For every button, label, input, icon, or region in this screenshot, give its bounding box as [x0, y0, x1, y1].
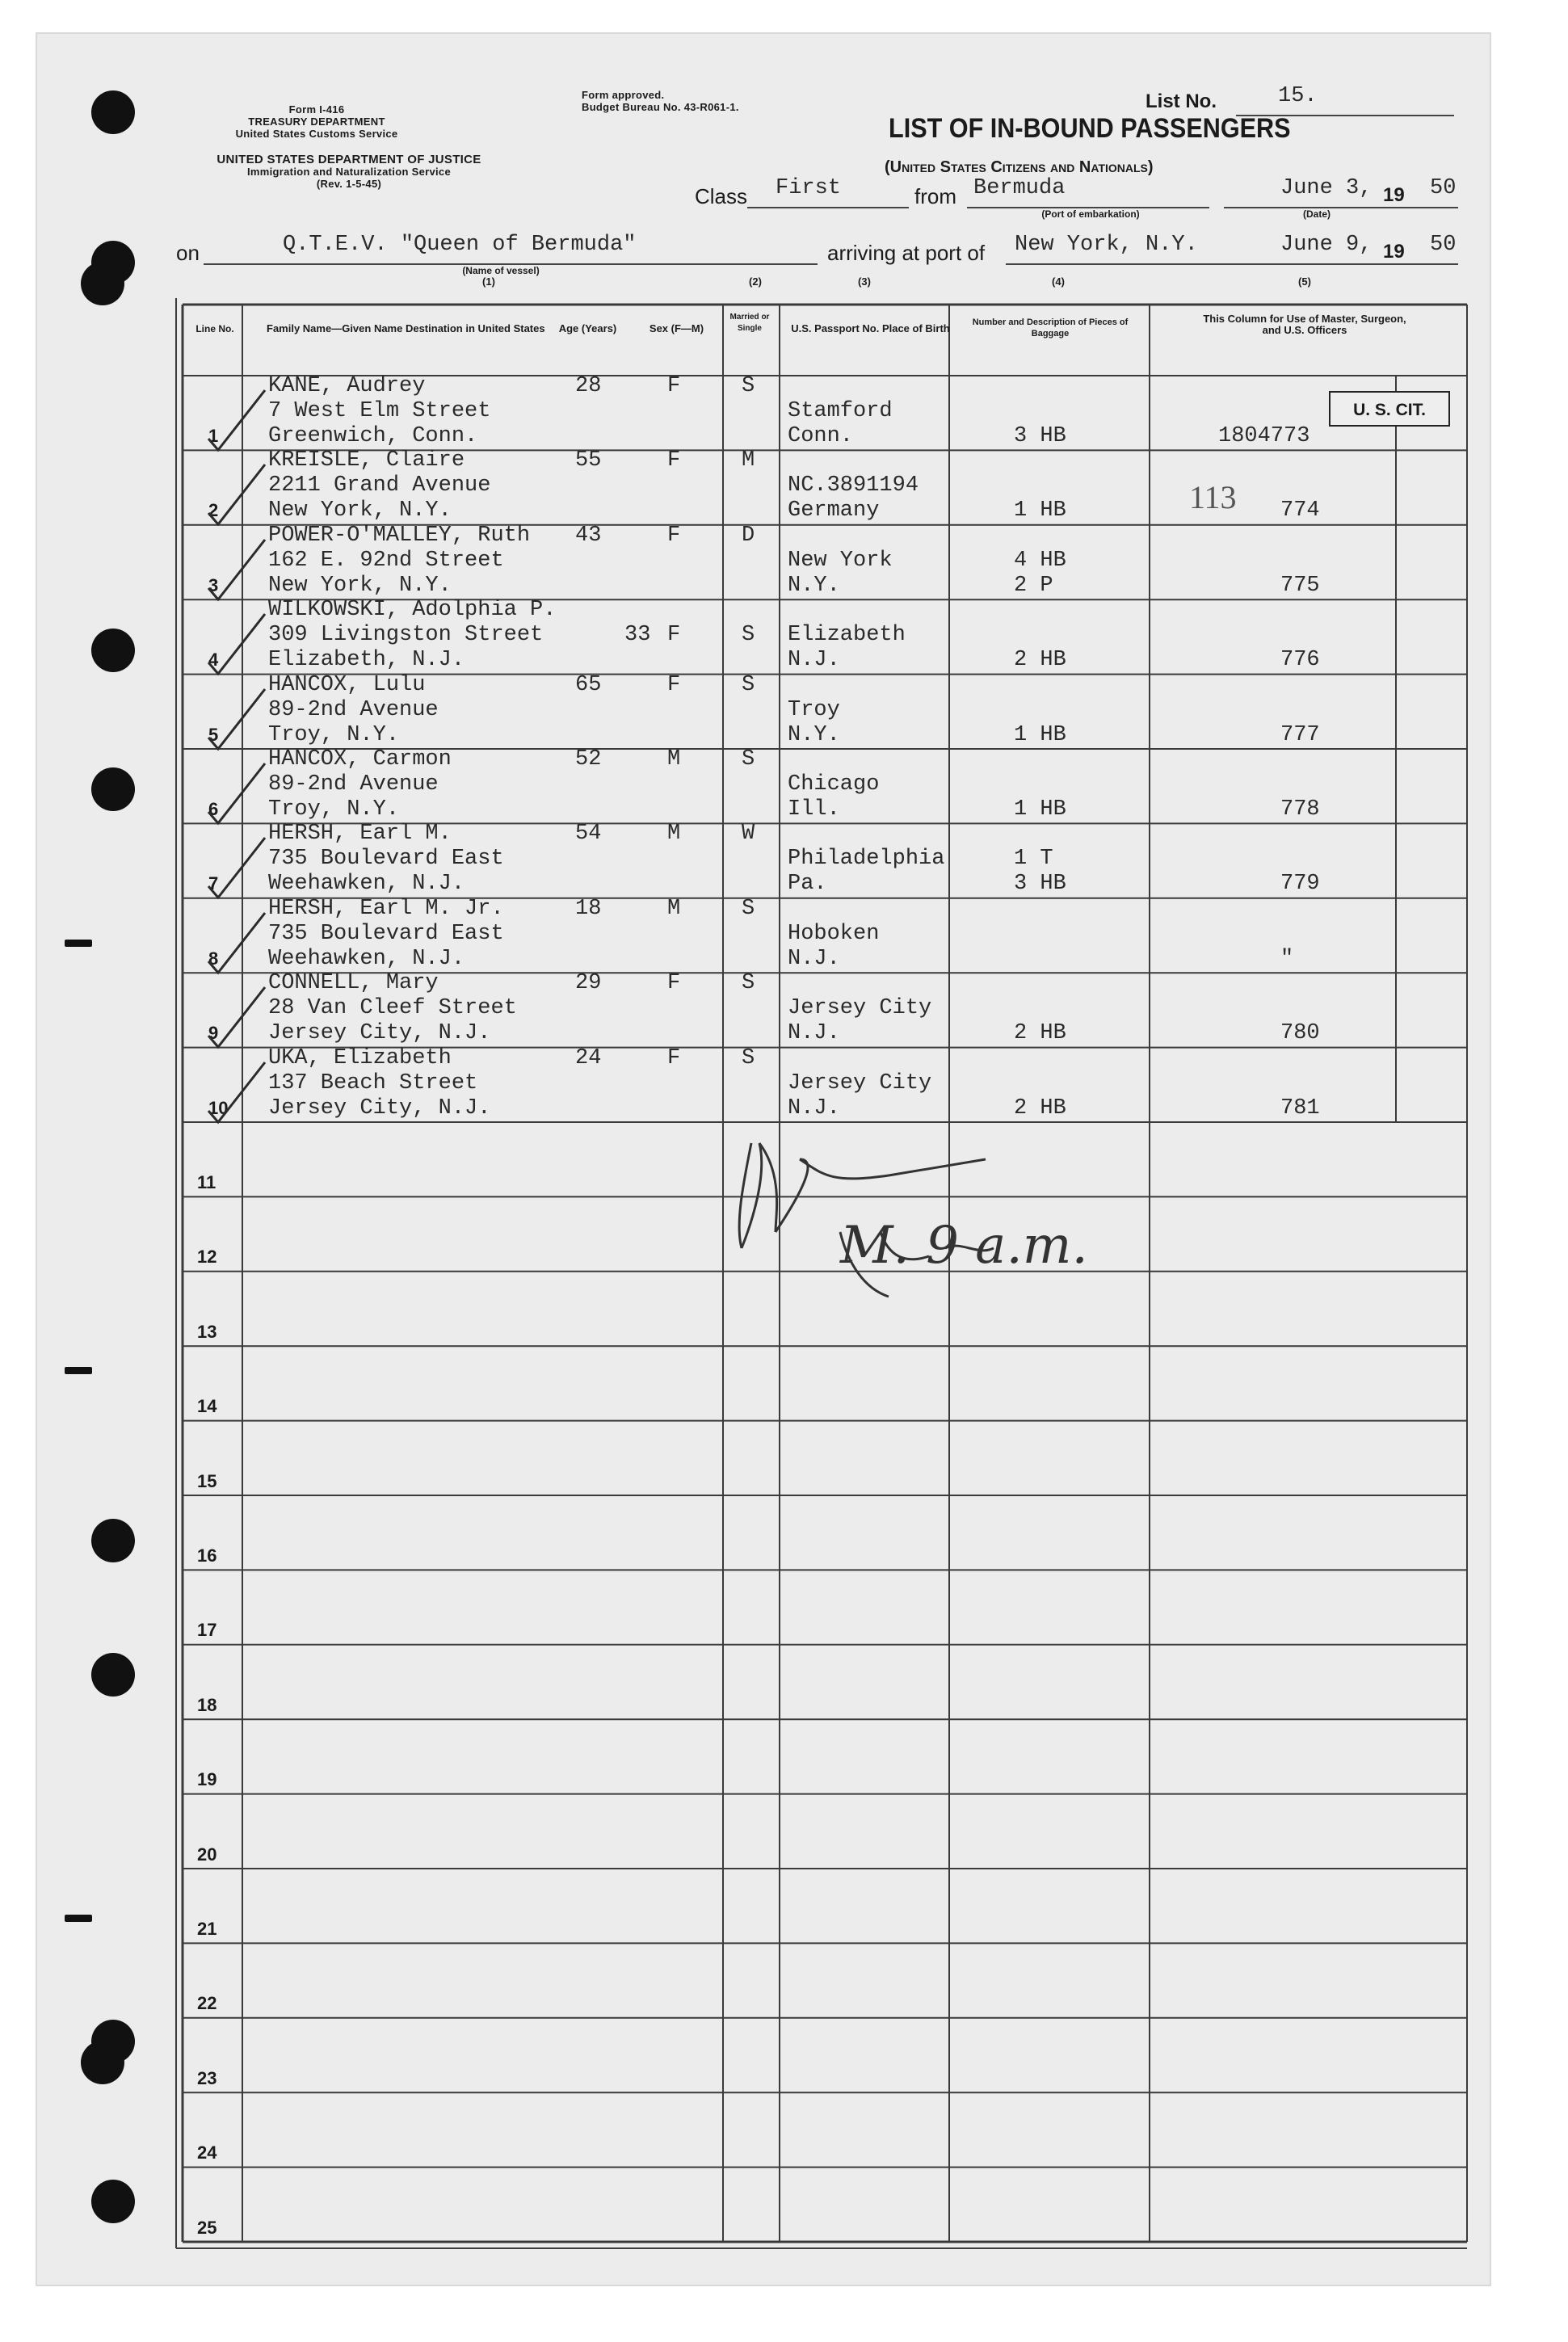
marital-status: W [742, 822, 755, 847]
baggage: 1 HB [1014, 722, 1066, 747]
birthplace: N.J. [788, 1095, 840, 1121]
form-title: LIST OF IN-BOUND PASSENGERS [889, 113, 1291, 144]
check-mark-icon [202, 458, 267, 531]
destination-city: Weehawken, N.J. [268, 872, 465, 897]
marital-status: S [742, 1045, 755, 1070]
line-number: 13 [197, 1321, 217, 1342]
destination-street: 137 Beach Street [268, 1070, 478, 1095]
marital-status: S [742, 896, 755, 921]
line-number: 18 [197, 1694, 217, 1715]
passenger-sex: F [667, 523, 681, 548]
line-number: 25 [197, 2217, 217, 2238]
passenger-name: HANCOX, Carmon [268, 747, 452, 772]
baggage: 2 HB [1014, 1095, 1066, 1121]
destination-city: Greenwich, Conn. [268, 424, 478, 448]
officer-number: 780 [1280, 1021, 1320, 1046]
passenger-name: POWER-O'MALLEY, Ruth [268, 523, 531, 548]
baggage-line-2: 2 P [1014, 573, 1053, 598]
birthplace: Conn. [788, 424, 854, 448]
line-number: 9 [208, 1023, 219, 1044]
check-mark-icon [202, 384, 267, 456]
destination-city: Jersey City, N.J. [268, 1095, 491, 1121]
baggage: 1 HB [1014, 498, 1066, 523]
destination-city: Weehawken, N.J. [268, 946, 465, 971]
passport-or-birthplace: New York [788, 548, 893, 573]
officer-number: 781 [1280, 1095, 1320, 1121]
birthplace: N.J. [788, 1021, 840, 1046]
header-name: Family Name—Given Name Destination in United States [267, 322, 545, 334]
destination-street: 2211 Grand Avenue [268, 473, 491, 498]
passport-or-birthplace: Troy [788, 697, 840, 722]
line-number: 20 [197, 1844, 217, 1865]
header-baggage: Number and Description of Pieces of Baggage [972, 317, 1129, 338]
line-number: 8 [208, 948, 219, 969]
check-mark-icon [202, 1056, 267, 1129]
check-mark-icon [202, 533, 267, 606]
col-number: (4) [1052, 275, 1065, 288]
baggage: 3 HB [1014, 424, 1066, 448]
passenger-sex: M [667, 822, 681, 847]
check-mark-icon [202, 683, 267, 755]
col-number: (5) [1298, 275, 1311, 288]
passenger-sex: F [667, 623, 681, 648]
line-number: 3 [208, 574, 219, 595]
header-passport: U.S. Passport No. Place of Birth [791, 322, 950, 334]
birthplace: N.Y. [788, 722, 840, 747]
header-line-no: Line No. [195, 323, 234, 334]
passport-or-birthplace: Jersey City [788, 1070, 932, 1095]
signature-time: M. 9 a.m. [840, 1216, 1088, 1276]
baggage-line-1: 1 T [1014, 847, 1053, 872]
passenger-name: KREISLE, Claire [268, 448, 465, 473]
date1-century: 19 [1383, 184, 1405, 206]
birthplace: N.Y. [788, 573, 840, 598]
passenger-sex: F [667, 971, 681, 996]
passport-or-birthplace: Elizabeth [788, 623, 906, 648]
us-citizen-stamp: U. S. CIT. [1329, 391, 1450, 427]
stamp-number-113: 113 [1189, 479, 1237, 515]
baggage: 2 HB [1014, 1021, 1066, 1046]
destination-street: 735 Boulevard East [268, 921, 504, 946]
check-mark-icon [202, 906, 267, 979]
passenger-sex: F [667, 374, 681, 398]
line-number: 6 [208, 799, 219, 819]
header-married: Married or Single [729, 313, 770, 333]
class-label: Class [695, 184, 748, 208]
baggage-line-2: 3 HB [1014, 872, 1066, 897]
check-mark-icon [202, 981, 267, 1053]
header-officers: This Column for Use of Master, Surgeon, and U.S. Officers [1203, 313, 1406, 336]
destination-city: New York, N.Y. [268, 573, 452, 598]
passport-or-birthplace: Jersey City [788, 996, 932, 1021]
from-label: from [914, 184, 956, 208]
date2-year: 50 [1430, 233, 1457, 257]
passenger-age: 33 [624, 623, 651, 648]
line-number: 4 [208, 650, 219, 671]
destination-city: Jersey City, N.J. [268, 1021, 491, 1046]
passport-or-birthplace: NC.3891194 [788, 473, 919, 498]
passenger-name: HERSH, Earl M. Jr. [268, 896, 504, 921]
line-number: 24 [197, 2142, 217, 2163]
list-no-value: 15. [1278, 84, 1318, 108]
passenger-age: 28 [575, 374, 602, 398]
line-number: 19 [197, 1769, 217, 1790]
col-number: (3) [858, 275, 871, 288]
passenger-sex: F [667, 448, 681, 473]
header-age: Age (Years) [558, 322, 617, 334]
passenger-name: KANE, Audrey [268, 374, 426, 398]
destination-city: Troy, N.Y. [268, 797, 400, 822]
birthplace: N.J. [788, 946, 840, 971]
line-number: 10 [208, 1097, 229, 1118]
line-number: 5 [208, 724, 219, 745]
passenger-age: 18 [575, 896, 602, 921]
customs-service: United States Customs Service [235, 128, 398, 140]
marital-status: S [742, 623, 755, 648]
check-mark-icon [202, 757, 267, 830]
budget-bureau: Budget Bureau No. 43-R061-1. [582, 101, 739, 113]
officer-number: 777 [1280, 722, 1320, 747]
passenger-name: CONNELL, Mary [268, 971, 439, 996]
birthplace: Pa. [788, 872, 827, 897]
line-number: 15 [197, 1470, 217, 1491]
marital-status: S [742, 374, 755, 398]
destination-street: 89-2nd Avenue [268, 772, 439, 797]
passenger-age: 29 [575, 971, 602, 996]
col-number: (2) [749, 275, 762, 288]
passenger-name: UKA, Elizabeth [268, 1045, 452, 1070]
passenger-age: 43 [575, 523, 602, 548]
passport-or-birthplace: Philadelphia [788, 847, 945, 872]
line-number: 23 [197, 2067, 217, 2088]
destination-city: Troy, N.Y. [268, 722, 400, 747]
justice-department: UNITED STATES DEPARTMENT OF JUSTICE [216, 153, 481, 166]
line-number: 1 [208, 426, 219, 446]
date1-year: 50 [1430, 176, 1457, 200]
passport-or-birthplace: Chicago [788, 772, 880, 797]
passenger-age: 52 [575, 747, 602, 772]
birthplace: Germany [788, 498, 880, 523]
officer-number: 776 [1280, 648, 1320, 673]
destination-street: 162 E. 92nd Street [268, 548, 504, 573]
check-mark-icon [202, 608, 267, 680]
passport-or-birthplace: Hoboken [788, 921, 880, 946]
line-number: 12 [197, 1247, 217, 1268]
date1-month: June 3, [1280, 176, 1373, 200]
passenger-name: HERSH, Earl M. [268, 822, 452, 847]
officer-number: 778 [1280, 797, 1320, 822]
form-number: Form I-416 [288, 103, 345, 116]
officer-number: " [1280, 946, 1294, 971]
birthplace: Ill. [788, 797, 840, 822]
passenger-name: WILKOWSKI, Adolphia P. [268, 598, 557, 623]
line-number: 11 [197, 1172, 216, 1192]
form-subtitle: (United States Citizens and Nationals) [885, 158, 1154, 176]
birthplace: N.J. [788, 648, 840, 673]
marital-status: S [742, 747, 755, 772]
line-number: 16 [197, 1545, 217, 1566]
marital-status: S [742, 672, 755, 697]
passenger-age: 65 [575, 672, 602, 697]
line-number: 17 [197, 1620, 217, 1641]
line-number: 21 [197, 1919, 217, 1939]
baggage: 2 HB [1014, 648, 1066, 673]
destination-city: Elizabeth, N.J. [268, 648, 465, 673]
from-value: Bermuda [973, 176, 1066, 200]
destination-street: 89-2nd Avenue [268, 697, 439, 722]
line-number: 14 [197, 1396, 217, 1417]
vessel-caption: (Name of vessel) [462, 265, 540, 276]
immigration-service: Immigration and Naturalization Service [247, 166, 451, 178]
destination-street: 309 Livingston Street [268, 623, 544, 648]
date-caption: (Date) [1302, 208, 1330, 220]
destination-street: 735 Boulevard East [268, 847, 504, 872]
arriving-label: arriving at port of [827, 241, 986, 265]
passenger-sex: F [667, 672, 681, 697]
header-sex: Sex (F—M) [649, 322, 704, 334]
on-label: on [176, 241, 200, 265]
arrival-port: New York, N.Y. [1015, 233, 1198, 257]
passenger-age: 54 [575, 822, 602, 847]
baggage-line-1: 4 HB [1014, 548, 1066, 573]
marital-status: M [742, 448, 755, 473]
marital-status: D [742, 523, 755, 548]
check-mark-icon [202, 831, 267, 904]
date2-century: 19 [1383, 241, 1405, 263]
destination-city: New York, N.Y. [268, 498, 452, 523]
officer-number: 774 [1280, 498, 1320, 523]
line-number: 22 [197, 1993, 217, 2014]
destination-street: 7 West Elm Street [268, 399, 491, 423]
passenger-age: 55 [575, 448, 602, 473]
form-approved: Form approved. [582, 89, 665, 101]
passenger-name: HANCOX, Lulu [268, 672, 426, 697]
line-number: 7 [208, 873, 219, 894]
vessel-name: Q.T.E.V. "Queen of Bermuda" [283, 233, 637, 257]
passport-or-birthplace: Stamford [788, 399, 893, 423]
passenger-sex: M [667, 747, 681, 772]
officer-number: 775 [1280, 573, 1320, 598]
officer-number: 779 [1280, 872, 1320, 897]
col-number: (1) [482, 275, 495, 288]
marital-status: S [742, 971, 755, 996]
officer-number: 1804773 [1218, 424, 1310, 448]
revision: (Rev. 1-5-45) [316, 178, 382, 190]
destination-street: 28 Van Cleef Street [268, 996, 517, 1021]
class-value: First [776, 176, 842, 200]
passenger-sex: M [667, 896, 681, 921]
line-number: 2 [208, 500, 219, 521]
list-no-label: List No. [1146, 90, 1217, 112]
passenger-sex: F [667, 1045, 681, 1070]
baggage: 1 HB [1014, 797, 1066, 822]
signature-block [727, 1127, 1107, 1321]
treasury-department: TREASURY DEPARTMENT [248, 116, 385, 128]
from-caption: (Port of embarkation) [1041, 208, 1140, 220]
date2-month: June 9, [1280, 233, 1373, 257]
passenger-age: 24 [575, 1045, 602, 1070]
